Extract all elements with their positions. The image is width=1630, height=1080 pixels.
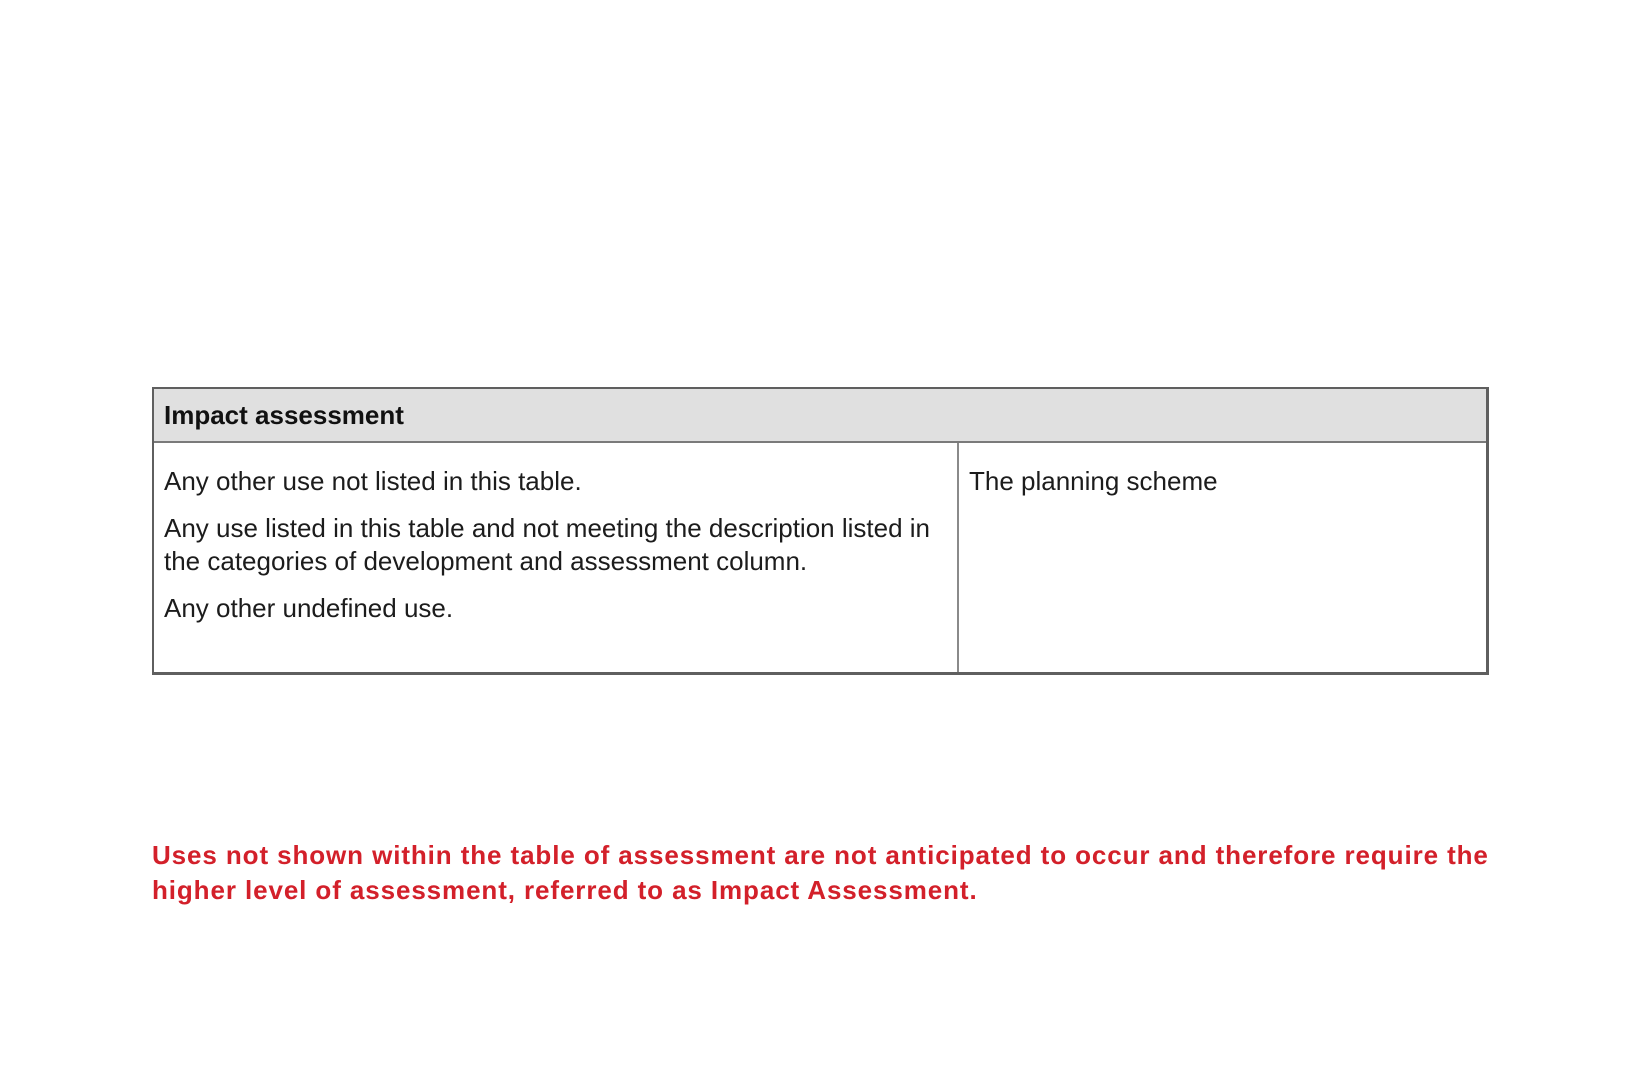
use-line: Any use listed in this table and not meeting the description listed in the categories of development and assessment column. bbox=[164, 513, 931, 576]
table-header bbox=[154, 389, 1486, 443]
table-row bbox=[154, 443, 1486, 672]
assessment-benchmark-text: The planning scheme bbox=[969, 466, 1218, 496]
use-line: Any other use not listed in this table. bbox=[164, 466, 582, 496]
table-header-label: Impact assessment bbox=[164, 399, 404, 430]
impact-assessment-note: Uses not shown within the table of assessment are not anticipated to occur and therefore require the higher level of assessment, referred to as Impact Assessment. bbox=[152, 840, 1489, 905]
assessment-table bbox=[152, 387, 1489, 675]
uses-cell bbox=[154, 443, 959, 672]
use-line: Any other undefined use. bbox=[164, 593, 454, 623]
assessment-benchmark-cell bbox=[959, 443, 1486, 672]
